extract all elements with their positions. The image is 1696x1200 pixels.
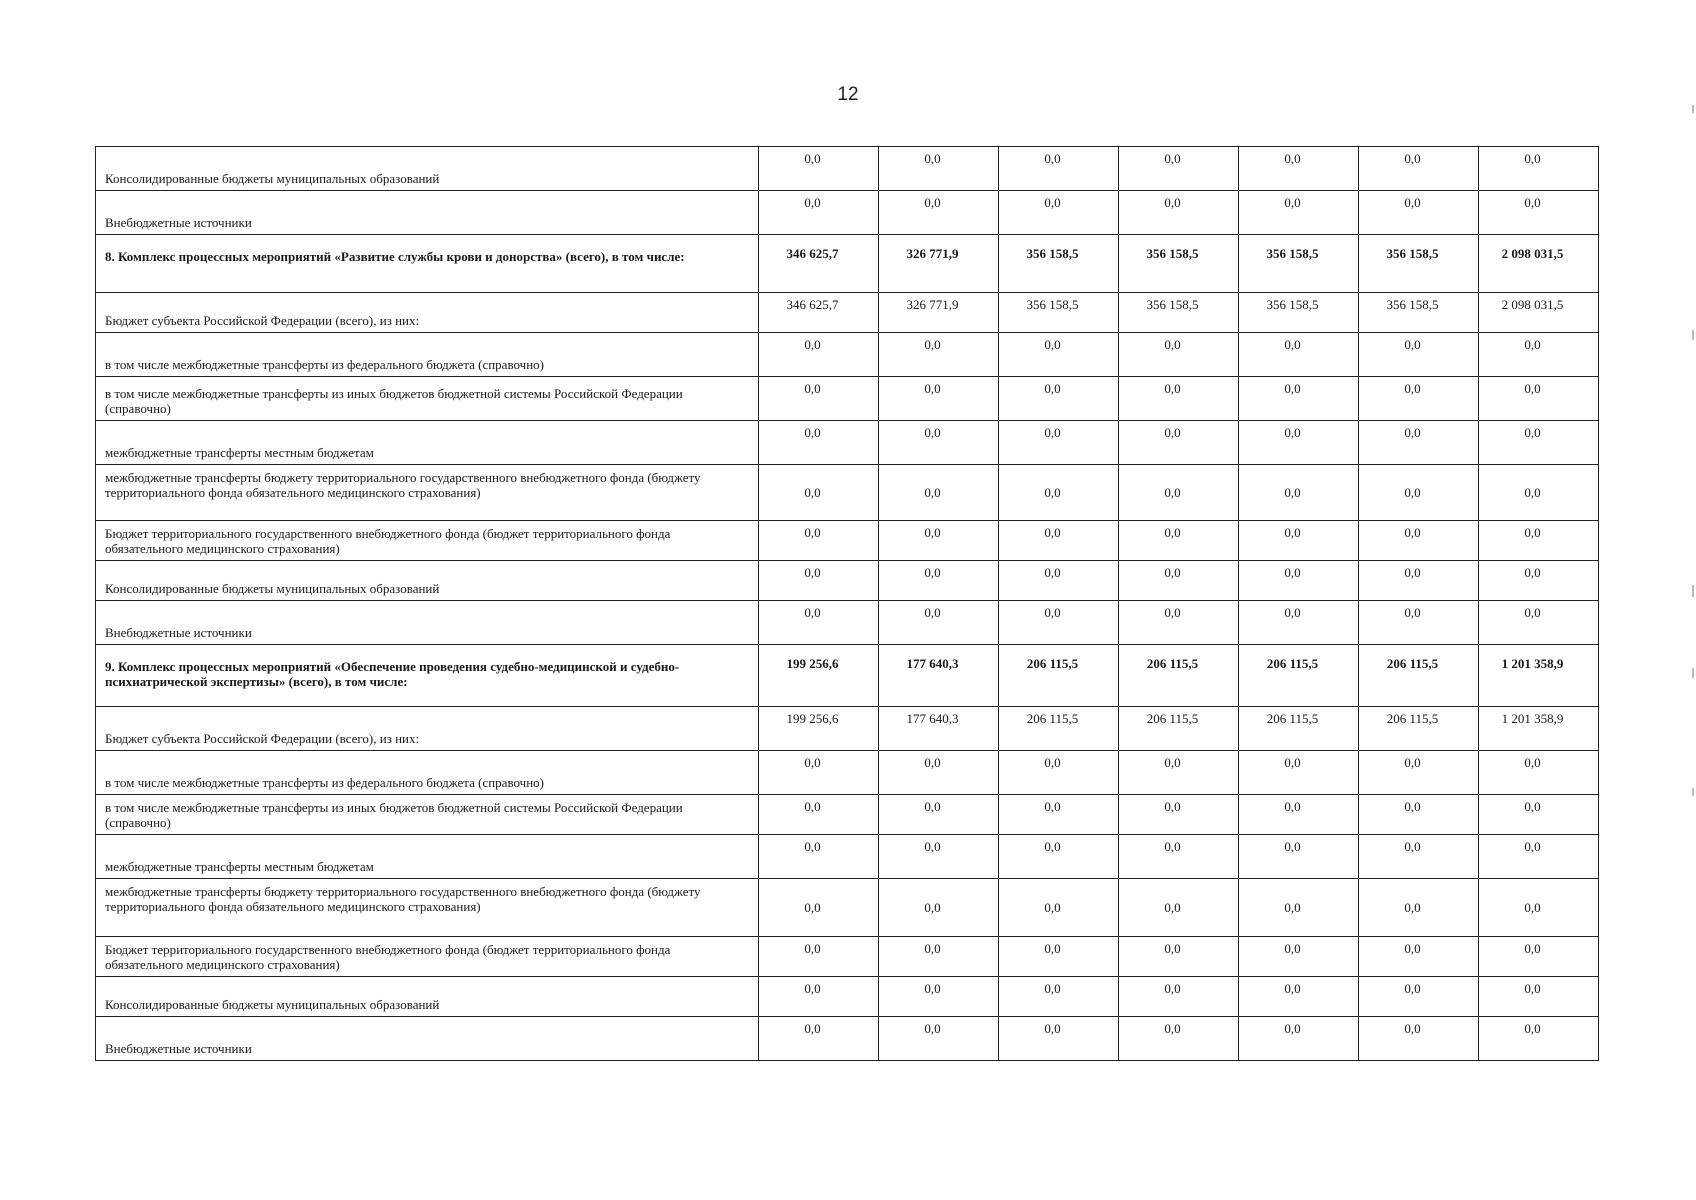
value-cell: 0,0 [759, 377, 879, 421]
value-cell: 0,0 [1359, 465, 1479, 521]
value-cell: 0,0 [1479, 601, 1599, 645]
section-title: 8. Комплекс процессных мероприятий «Развитие службы крови и донорства» (всего), в том числе: [96, 235, 759, 293]
value-cell: 0,0 [879, 1017, 999, 1061]
row-label: межбюджетные трансферты бюджету территориального государственного внебюджетного фонда (бюджету территориального фонда обязательного медицинского страхования) [96, 465, 759, 521]
value-cell: 326 771,9 [879, 293, 999, 333]
value-cell: 0,0 [1479, 977, 1599, 1017]
value-cell: 0,0 [759, 795, 879, 835]
table-row [96, 293, 1599, 333]
value-cell: 0,0 [1119, 421, 1239, 465]
value-cell: 0,0 [1359, 879, 1479, 937]
value-cell: 0,0 [879, 795, 999, 835]
table-row [96, 707, 1599, 751]
value-cell: 0,0 [1239, 937, 1359, 977]
row-label: межбюджетные трансферты местным бюджетам [96, 421, 759, 465]
value-cell: 0,0 [1119, 147, 1239, 191]
value-cell: 0,0 [1479, 333, 1599, 377]
value-cell: 0,0 [1359, 377, 1479, 421]
value-cell: 0,0 [759, 601, 879, 645]
value-cell: 0,0 [999, 377, 1119, 421]
value-cell: 0,0 [1239, 465, 1359, 521]
value-cell: 0,0 [1119, 1017, 1239, 1061]
value-cell: 0,0 [1359, 147, 1479, 191]
table-row [96, 835, 1599, 879]
value-cell: 0,0 [879, 465, 999, 521]
row-label: Бюджет субъекта Российской Федерации (всего), из них: [96, 707, 759, 751]
value-cell: 0,0 [1479, 561, 1599, 601]
value-cell: 0,0 [999, 147, 1119, 191]
value-cell: 356 158,5 [1359, 235, 1479, 293]
value-cell: 0,0 [879, 333, 999, 377]
value-cell: 0,0 [879, 377, 999, 421]
value-cell: 0,0 [759, 465, 879, 521]
value-cell: 206 115,5 [1119, 645, 1239, 707]
table-row [96, 937, 1599, 977]
value-cell: 326 771,9 [879, 235, 999, 293]
value-cell: 206 115,5 [999, 707, 1119, 751]
value-cell: 356 158,5 [999, 293, 1119, 333]
value-cell: 0,0 [879, 751, 999, 795]
value-cell: 0,0 [1239, 1017, 1359, 1061]
value-cell: 0,0 [879, 421, 999, 465]
value-cell: 177 640,3 [879, 707, 999, 751]
value-cell: 0,0 [999, 795, 1119, 835]
value-cell: 0,0 [1239, 377, 1359, 421]
value-cell: 206 115,5 [1239, 707, 1359, 751]
value-cell: 0,0 [999, 879, 1119, 937]
value-cell: 0,0 [879, 191, 999, 235]
value-cell: 0,0 [1479, 147, 1599, 191]
row-label: Бюджет субъекта Российской Федерации (всего), из них: [96, 293, 759, 333]
value-cell: 0,0 [759, 977, 879, 1017]
value-cell: 0,0 [1359, 751, 1479, 795]
value-cell: 0,0 [1119, 601, 1239, 645]
value-cell: 206 115,5 [1359, 707, 1479, 751]
value-cell: 0,0 [759, 521, 879, 561]
row-label: Бюджет территориального государственного внебюджетного фонда (бюджет территориального фонда обязательного медицинского страхования) [96, 937, 759, 977]
value-cell: 0,0 [1239, 601, 1359, 645]
scan-mark [1692, 330, 1694, 340]
table-row [96, 147, 1599, 191]
value-cell: 0,0 [759, 147, 879, 191]
value-cell: 2 098 031,5 [1479, 293, 1599, 333]
value-cell: 0,0 [1359, 521, 1479, 561]
row-label: Консолидированные бюджеты муниципальных образований [96, 561, 759, 601]
value-cell: 0,0 [1119, 561, 1239, 601]
value-cell: 0,0 [1119, 333, 1239, 377]
value-cell: 0,0 [879, 147, 999, 191]
value-cell: 356 158,5 [1239, 293, 1359, 333]
value-cell: 0,0 [999, 835, 1119, 879]
value-cell: 0,0 [999, 751, 1119, 795]
value-cell: 0,0 [1359, 421, 1479, 465]
value-cell: 0,0 [999, 421, 1119, 465]
scan-mark [1692, 105, 1694, 113]
value-cell: 0,0 [1359, 601, 1479, 645]
row-label: межбюджетные трансферты местным бюджетам [96, 835, 759, 879]
value-cell: 0,0 [1479, 879, 1599, 937]
value-cell: 0,0 [1119, 751, 1239, 795]
value-cell: 0,0 [1359, 191, 1479, 235]
value-cell: 356 158,5 [999, 235, 1119, 293]
table-row [96, 377, 1599, 421]
value-cell: 0,0 [1479, 937, 1599, 977]
value-cell: 0,0 [1239, 191, 1359, 235]
value-cell: 0,0 [1359, 937, 1479, 977]
value-cell: 0,0 [1479, 377, 1599, 421]
value-cell: 346 625,7 [759, 235, 879, 293]
value-cell: 0,0 [1359, 835, 1479, 879]
row-label: Бюджет территориального государственного внебюджетного фонда (бюджет территориального фонда обязательного медицинского страхования) [96, 521, 759, 561]
value-cell: 0,0 [1359, 795, 1479, 835]
value-cell: 0,0 [1359, 561, 1479, 601]
table-row [96, 795, 1599, 835]
value-cell: 1 201 358,9 [1479, 645, 1599, 707]
row-label: в том числе межбюджетные трансферты из федерального бюджета (справочно) [96, 333, 759, 377]
row-label: Внебюджетные источники [96, 1017, 759, 1061]
table-row [96, 751, 1599, 795]
value-cell: 0,0 [759, 421, 879, 465]
value-cell: 0,0 [1239, 751, 1359, 795]
page-number: 12 [837, 84, 859, 105]
value-cell: 0,0 [1239, 795, 1359, 835]
value-cell: 0,0 [1479, 521, 1599, 561]
value-cell: 0,0 [759, 191, 879, 235]
value-cell: 0,0 [999, 465, 1119, 521]
value-cell: 0,0 [1479, 1017, 1599, 1061]
value-cell: 0,0 [1119, 977, 1239, 1017]
value-cell: 0,0 [999, 977, 1119, 1017]
table-row [96, 521, 1599, 561]
row-label: Внебюджетные источники [96, 191, 759, 235]
value-cell: 0,0 [759, 333, 879, 377]
value-cell: 356 158,5 [1119, 293, 1239, 333]
row-label: в том числе межбюджетные трансферты из иных бюджетов бюджетной системы Российской Федерации (справочно) [96, 795, 759, 835]
value-cell: 356 158,5 [1119, 235, 1239, 293]
value-cell: 0,0 [1479, 465, 1599, 521]
value-cell: 0,0 [759, 751, 879, 795]
value-cell: 0,0 [759, 835, 879, 879]
value-cell: 0,0 [879, 835, 999, 879]
value-cell: 0,0 [759, 879, 879, 937]
value-cell: 0,0 [999, 601, 1119, 645]
value-cell: 0,0 [1479, 421, 1599, 465]
value-cell: 356 158,5 [1239, 235, 1359, 293]
value-cell: 0,0 [879, 521, 999, 561]
scan-mark [1692, 788, 1694, 796]
value-cell: 0,0 [1479, 751, 1599, 795]
value-cell: 0,0 [1239, 879, 1359, 937]
row-label: в том числе межбюджетные трансферты из федерального бюджета (справочно) [96, 751, 759, 795]
table-row [96, 333, 1599, 377]
budget-table [95, 146, 1599, 1061]
value-cell: 0,0 [879, 601, 999, 645]
section-title: 9. Комплекс процессных мероприятий «Обеспечение проведения судебно-медицинской и судебно-психиатрической экспертизы» (всего), в том числе: [96, 645, 759, 707]
value-cell: 0,0 [1119, 465, 1239, 521]
value-cell: 0,0 [879, 937, 999, 977]
value-cell: 0,0 [999, 937, 1119, 977]
value-cell: 0,0 [759, 937, 879, 977]
value-cell: 206 115,5 [1239, 645, 1359, 707]
value-cell: 0,0 [999, 1017, 1119, 1061]
row-label: Консолидированные бюджеты муниципальных образований [96, 147, 759, 191]
value-cell: 199 256,6 [759, 645, 879, 707]
value-cell: 356 158,5 [1359, 293, 1479, 333]
value-cell: 206 115,5 [1359, 645, 1479, 707]
value-cell: 0,0 [1239, 147, 1359, 191]
table-row [96, 191, 1599, 235]
scan-mark [1692, 585, 1694, 597]
value-cell: 206 115,5 [999, 645, 1119, 707]
row-label: межбюджетные трансферты бюджету территориального государственного внебюджетного фонда (бюджету территориального фонда обязательного медицинского страхования) [96, 879, 759, 937]
value-cell: 0,0 [999, 521, 1119, 561]
row-label: Внебюджетные источники [96, 601, 759, 645]
value-cell: 0,0 [1119, 937, 1239, 977]
value-cell: 0,0 [1119, 835, 1239, 879]
value-cell: 0,0 [1359, 1017, 1479, 1061]
table-row [96, 977, 1599, 1017]
value-cell: 0,0 [1119, 879, 1239, 937]
value-cell: 0,0 [759, 561, 879, 601]
value-cell: 0,0 [1479, 795, 1599, 835]
value-cell: 0,0 [999, 333, 1119, 377]
table-row [96, 1017, 1599, 1061]
value-cell: 0,0 [1359, 333, 1479, 377]
value-cell: 0,0 [1239, 521, 1359, 561]
value-cell: 0,0 [1479, 191, 1599, 235]
value-cell: 0,0 [999, 191, 1119, 235]
value-cell: 206 115,5 [1119, 707, 1239, 751]
value-cell: 0,0 [1119, 521, 1239, 561]
value-cell: 346 625,7 [759, 293, 879, 333]
section-header-row [96, 645, 1599, 707]
value-cell: 0,0 [879, 977, 999, 1017]
value-cell: 199 256,6 [759, 707, 879, 751]
row-label: Консолидированные бюджеты муниципальных образований [96, 977, 759, 1017]
value-cell: 0,0 [879, 561, 999, 601]
value-cell: 0,0 [1479, 835, 1599, 879]
table-row [96, 561, 1599, 601]
value-cell: 177 640,3 [879, 645, 999, 707]
value-cell: 0,0 [1239, 421, 1359, 465]
value-cell: 0,0 [1119, 191, 1239, 235]
value-cell: 0,0 [1239, 561, 1359, 601]
value-cell: 0,0 [1119, 795, 1239, 835]
value-cell: 0,0 [1119, 377, 1239, 421]
table-row [96, 421, 1599, 465]
value-cell: 1 201 358,9 [1479, 707, 1599, 751]
value-cell: 0,0 [1239, 333, 1359, 377]
table-row [96, 601, 1599, 645]
value-cell: 0,0 [1239, 977, 1359, 1017]
table-row [96, 465, 1599, 521]
table-row [96, 879, 1599, 937]
value-cell: 0,0 [879, 879, 999, 937]
value-cell: 2 098 031,5 [1479, 235, 1599, 293]
value-cell: 0,0 [1359, 977, 1479, 1017]
value-cell: 0,0 [999, 561, 1119, 601]
value-cell: 0,0 [759, 1017, 879, 1061]
scan-mark [1692, 668, 1694, 678]
value-cell: 0,0 [1239, 835, 1359, 879]
row-label: в том числе межбюджетные трансферты из иных бюджетов бюджетной системы Российской Федерации (справочно) [96, 377, 759, 421]
section-header-row [96, 235, 1599, 293]
